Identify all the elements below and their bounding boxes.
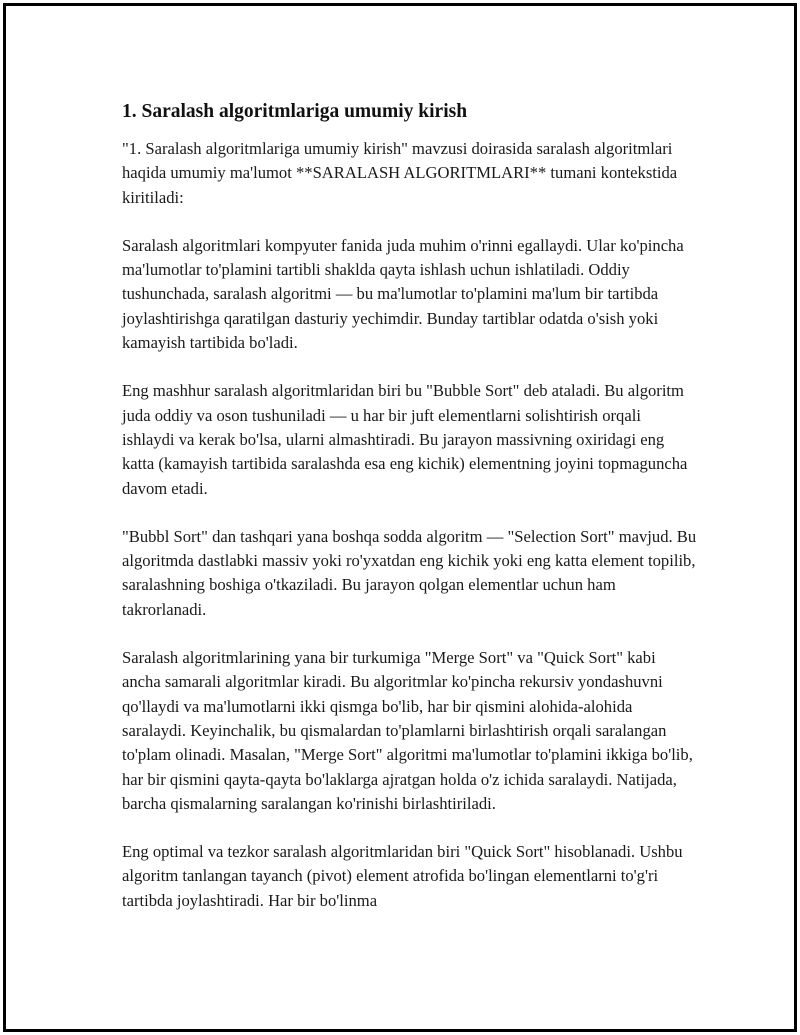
paragraph-intro: "1. Saralash algoritmlariga umumiy kirish" mavzusi doirasida saralash algoritmlari haqida umumiy ma'lumot **SARALASH ALGORITMLARI** tumani kontekstida kiritiladi: [122, 139, 678, 207]
section-heading: 1. Saralash algoritmlariga umumiy kirish [122, 101, 468, 122]
paragraph-quick-sort: Eng optimal va tezkor saralash algoritmlaridan biri "Quick Sort" hisoblanadi. Ushbu algoritm tanlangan tayanch (pivot) element atrofida bo'lingan elementlarni to'g'ri tartibda joylashtiradi. Har bir bo'linma [122, 842, 683, 910]
paragraph-overview: Saralash algoritmlari kompyuter fanida juda muhim o'rinni egallaydi. Ular ko'pincha ma'lumotlar to'plamini tartibli shaklda qayta ishlash uchun ishlatiladi. Oddiy tushunchada, saralash algoritmi — bu ma'lumotlar to'plamini ma'lum bir tartibda joylashtirishga qaratilgan dasturiy yechimdir. Bunday tartiblar odatda o'sish yoki kamayish tartibida bo'ladi. [122, 235, 684, 353]
paragraph-selection-sort: "Bubbl Sort" dan tashqari yana boshqa sodda algoritm — "Selection Sort" mavjud. Bu algoritmda dastlabki massiv yoki ro'yxatdan eng kichik yoki eng katta element topilib, saralashning boshiga o'tkaziladi. Bu jarayon qolgan elementlar uchun ham takrorlanadi. [122, 526, 697, 619]
paragraph-merge-quick-sort: Saralash algoritmlarining yana bir turkumiga "Merge Sort" va "Quick Sort" kabi ancha samarali algoritmlar kiradi. Bu algoritmlar ko'pincha rekursiv yondashuvni qo'llaydi va ma'lumotlarni ikki qismga bo'lib, har bir qismini alohida-alohida saralaydi. Keyinchalik, bu qismalardan to'plamlarni birlashtirish orqali saralangan to'plam olinadi. Masalan, "Merge Sort" algoritmi ma'lumotlar to'plamini ikkiga bo'lib, har bir qismini qayta-qayta bo'laklarga ajratgan holda o'z ichida saralaydi. Natijada, barcha qismalarning saralangan ko'rinishi birlashtiriladi. [122, 648, 693, 813]
document-body [122, 98, 697, 937]
page-frame [3, 3, 797, 1032]
paragraph-bubble-sort: Eng mashhur saralash algoritmlaridan biri bu "Bubble Sort" deb ataladi. Bu algoritm juda oddiy va oson tushuniladi — u har bir juft elementlarni solishtirish orqali ishlaydi va kerak bo'lsa, ularni almashtiradi. Bu jarayon massivning oxiridagi eng katta (kamayish tartibida saralashda esa eng kichik) elementning joyini topmaguncha davom etadi. [122, 381, 688, 498]
